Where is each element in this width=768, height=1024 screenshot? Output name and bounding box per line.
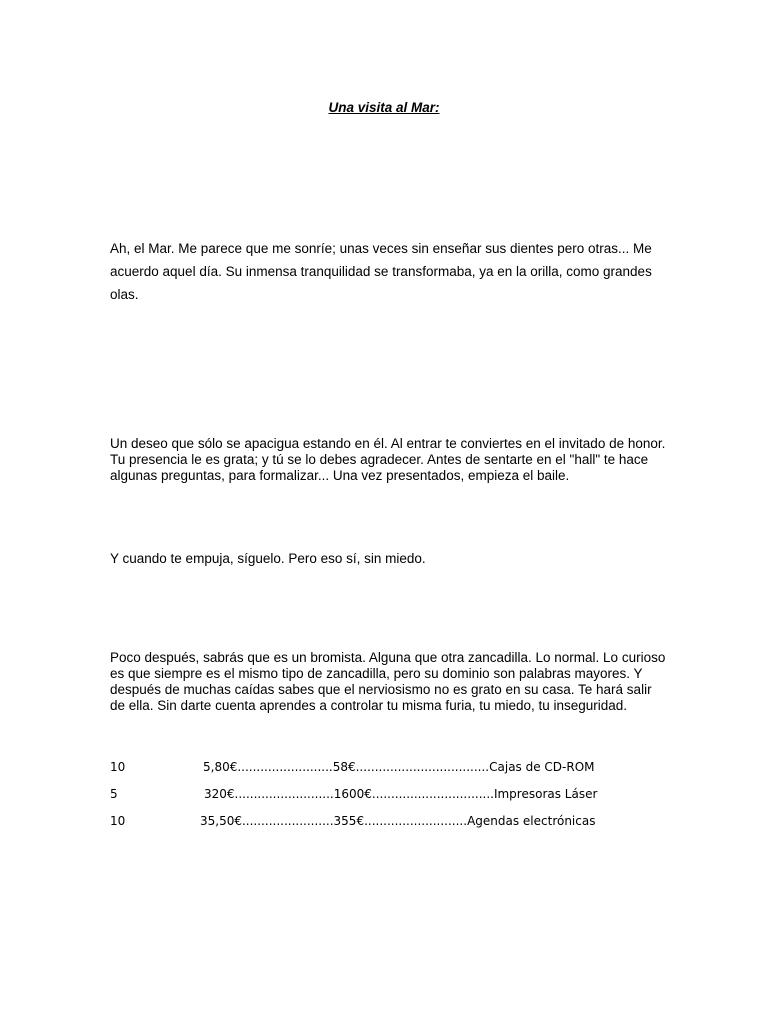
row-quantity: 10 [110,814,126,828]
table-row [110,760,670,778]
row-quantity: 10 [110,760,126,774]
row-price-line: 320€..........................1600€................................Impresoras Láser [204,787,598,801]
row-price-line: 35,50€........................355€...........................Agendas electrónicas [200,814,596,828]
paragraph-4: Poco después, sabrás que es un bromista. Alguna que otra zancadilla. Lo normal. Lo curioso es que siempre es el mismo tipo de zancadilla, pero su dominio son palabras mayores. Y después de muchas caídas sabes que el nerviosismo no es grato en su casa. Te hará salir de ella. Sin darte cuenta aprendes a controlar tu misma furia, tu miedo, tu inseguridad. [110,650,666,713]
paragraph-2: Un deseo que sólo se apacigua estando en él. Al entrar te conviertes en el invitado de honor. Tu presencia le es grata; y tú se lo debes agradecer. Antes de sentarte en el "hall" te hace algunas preguntas, para formalizar... Una vez presentados, empieza el baile. [110,436,666,483]
table-row [110,814,670,832]
row-price-line: 5,80€.........................58€...................................Cajas de CD-ROM [203,760,595,774]
table-row [110,787,670,805]
document-title: Una visita al Mar: [328,100,440,115]
paragraph-1: Ah, el Mar. Me parece que me sonríe; unas veces sin enseñar sus dientes pero otras... Me acuerdo aquel día. Su inmensa tranquilidad se transformaba, ya en la orilla, como grandes olas. [110,241,652,302]
paragraph-3: Y cuando te empuja, síguelo. Pero eso sí, sin miedo. [110,551,426,566]
row-quantity: 5 [110,787,118,801]
